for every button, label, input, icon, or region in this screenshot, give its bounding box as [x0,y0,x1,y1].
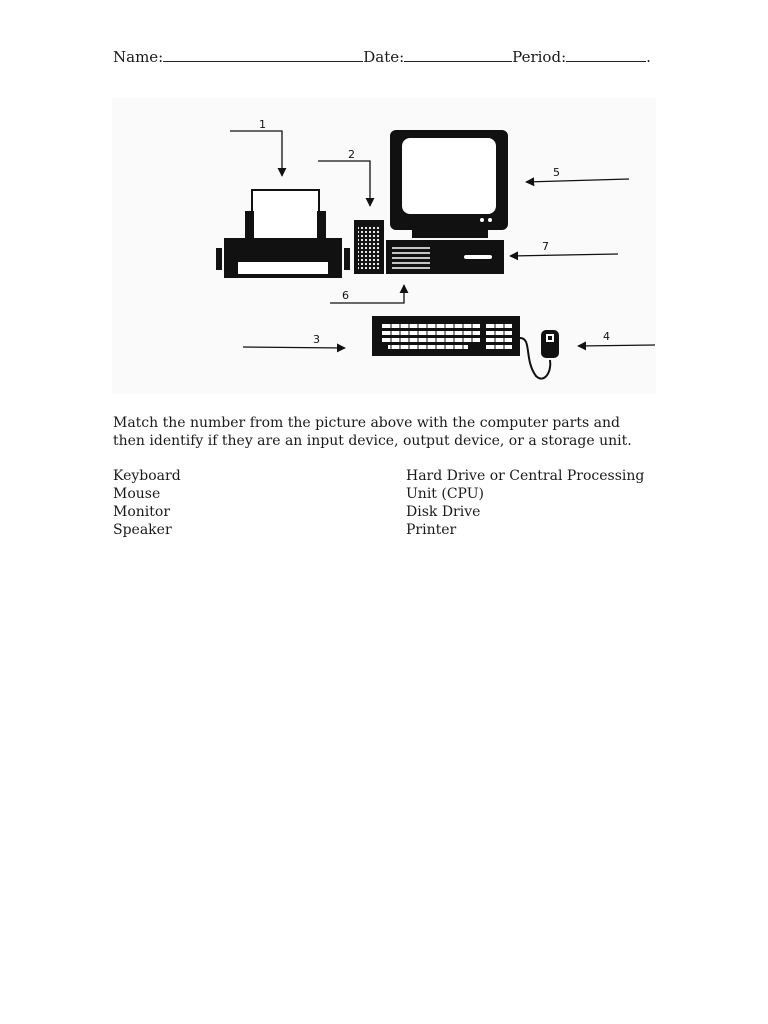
callout-6: 6 [342,289,349,302]
callout-3: 3 [313,333,320,346]
worksheet-header [113,47,653,66]
part-hard-drive-cpu-continued: Unit (CPU) [406,486,484,502]
keyboard-icon [372,316,520,356]
part-speaker: Speaker [113,522,172,538]
part-disk-drive: Disk Drive [406,504,481,520]
part-mouse: Mouse [113,486,161,502]
callout-7: 7 [542,240,549,253]
speaker-icon [354,220,384,274]
date-label: Date: [363,48,405,66]
callout-5: 5 [553,166,560,179]
period-blank[interactable] [566,47,646,62]
instructions-line-1: Match the number from the picture above with the computer parts and [113,415,620,431]
instructions-line-2: then identify if they are an input device, output device, or a storage unit. [113,433,632,449]
name-label: Name: [113,48,164,66]
parts-list-right [406,467,666,539]
period-label: Period: [512,48,567,66]
end-mark: . [646,48,651,66]
part-printer: Printer [406,522,457,538]
parts-list-left [113,467,363,539]
cpu-unit-icon [386,240,504,274]
part-monitor: Monitor [113,504,171,520]
instructions [113,414,673,450]
part-keyboard: Keyboard [113,468,181,484]
part-hard-drive-cpu: Hard Drive or Central Processing [406,468,645,484]
name-blank[interactable] [163,47,363,62]
computer-parts-diagram [112,98,656,394]
callout-4: 4 [603,330,610,343]
date-blank[interactable] [404,47,512,62]
callout-2: 2 [348,148,355,161]
callout-1: 1 [259,118,266,131]
monitor-icon [390,130,508,238]
